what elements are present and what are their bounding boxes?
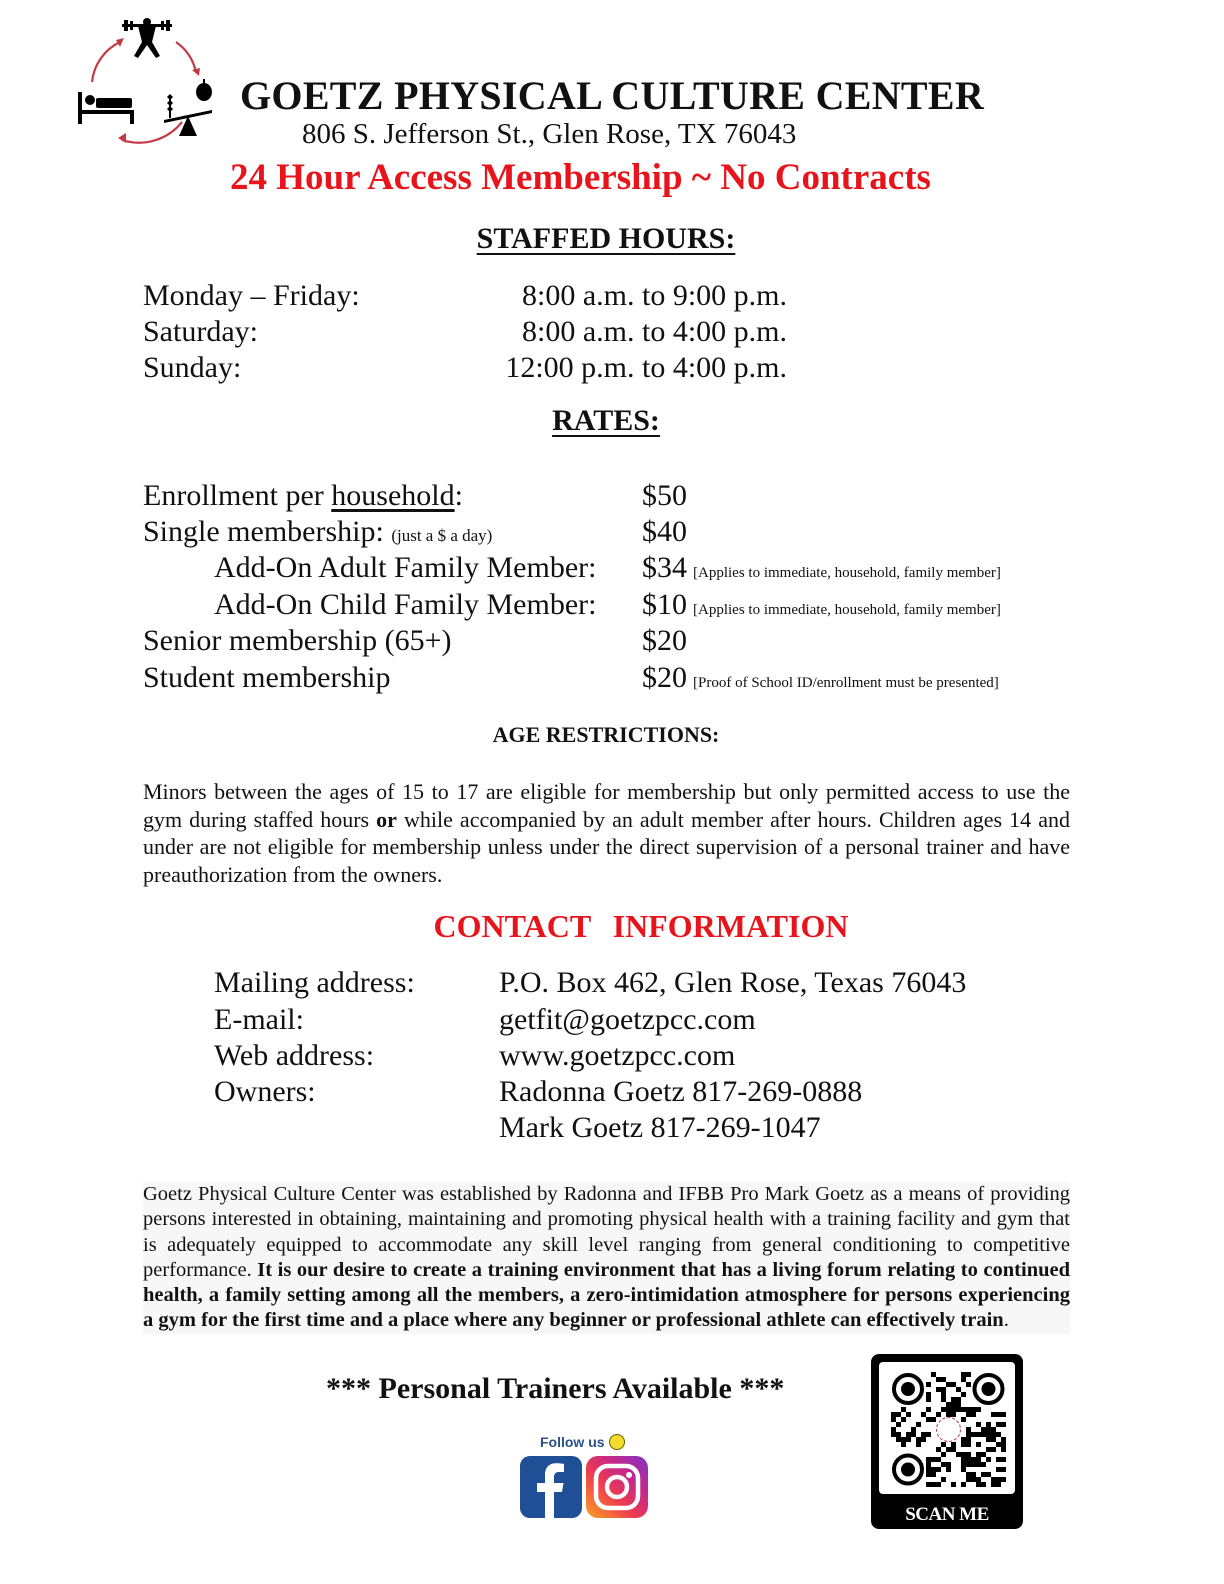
facebook-icon[interactable]: [520, 1456, 582, 1518]
contact-heading: CONTACT INFORMATION: [433, 908, 849, 944]
org-title: GOETZ PHYSICAL CULTURE CENTER: [240, 73, 985, 118]
rate-label: [143, 514, 492, 554]
about-text-bold: It is our desire to create a training environment that has a living forum relating to continued health, a family setting among all the members, a zero-intimidation atmosphere for persons experiencing a gym for the first time and a place where any beginner or professional athlete can effectively train: [143, 1258, 1070, 1332]
rate-price: $20: [642, 624, 687, 657]
rate-price: [642, 660, 999, 701]
rates-heading: RATES:: [552, 404, 660, 437]
follow-us-text: Follow us: [540, 1434, 605, 1450]
about-paragraph: [143, 1182, 1070, 1334]
hours-day: Sunday:: [143, 351, 242, 384]
rate-price: $40: [642, 515, 687, 548]
hours-day: Saturday:: [143, 315, 258, 348]
tagline: 24 Hour Access Membership ~ No Contracts: [230, 157, 931, 198]
weightlifter-icon: [122, 18, 172, 58]
hours-day: Monday – Friday:: [143, 279, 360, 312]
nutrition-balance-icon: [164, 79, 212, 136]
qr-pattern: [879, 1362, 1015, 1494]
rate-label: Student membership: [143, 661, 391, 694]
rate-note: [Applies to immediate, household, family member]: [693, 602, 1001, 618]
rate-price-value: $10: [642, 588, 687, 621]
contact-label: Owners:: [214, 1075, 316, 1108]
personal-trainers-banner: *** Personal Trainers Available ***: [326, 1372, 785, 1405]
instagram-icon[interactable]: [586, 1456, 648, 1518]
website-link[interactable]: www.goetzpcc.com: [499, 1039, 736, 1072]
smiley-icon: [609, 1434, 625, 1450]
bed-icon: [78, 92, 134, 124]
contact-label: Web address:: [214, 1039, 375, 1072]
hours-time: 12:00 p.m. to 4:00 p.m.: [505, 351, 787, 384]
rate-label: [143, 478, 463, 514]
rate-label-text: Enrollment per: [143, 479, 332, 512]
rate-label-aside: (just a $ a day): [391, 526, 493, 545]
owner-contact: Mark Goetz 817-269-1047: [499, 1111, 821, 1144]
cycle-arrows-icon: [92, 42, 196, 143]
age-restrictions-text: [143, 778, 1070, 888]
age-text-bold: or: [376, 806, 397, 832]
rate-note: [Proof of School ID/enrollment must be presented]: [693, 675, 999, 691]
rate-label-text: Single membership:: [143, 515, 384, 548]
rate-price: $50: [642, 479, 687, 512]
rate-label: Senior membership (65+): [143, 624, 452, 657]
contact-label: Mailing address:: [214, 966, 415, 999]
street-address: 806 S. Jefferson St., Glen Rose, TX 76043: [302, 118, 797, 150]
follow-us-block: [520, 1434, 660, 1518]
rate-price-value: $20: [642, 661, 687, 694]
rate-label: Add-On Child Family Member:: [214, 588, 597, 621]
rate-price-value: $34: [642, 551, 687, 584]
about-text: Goetz Physical Culture Center was established by Radonna and IFBB Pro Mark Goetz as a means of providing persons interested in obtaining, maintaining and promoting physical health with a training facility and gym that is adequately equipped to accommodate any skill level ranging from general conditioning to competitive performance.: [143, 1183, 1070, 1281]
rate-price: [642, 587, 1001, 628]
contact-label: E-mail:: [214, 1003, 304, 1036]
follow-us-label: [540, 1434, 660, 1450]
email-link[interactable]: getfit@goetzpcc.com: [499, 1003, 756, 1036]
logo: [72, 12, 222, 152]
age-text-part: Minors between the ages of 15 to 17 are eligible for membership but only permitted access to use the gym during staffed hours: [143, 779, 1070, 832]
qr-code[interactable]: [871, 1354, 1023, 1529]
staffed-hours-heading: STAFFED HOURS:: [476, 222, 736, 255]
hours-time: 8:00 a.m. to 9:00 p.m.: [522, 279, 787, 312]
rate-note: [Applies to immediate, household, family member]: [693, 565, 1001, 581]
scan-me-label: SCAN ME: [905, 1504, 989, 1525]
rate-label: Add-On Adult Family Member:: [214, 551, 597, 584]
age-restrictions-heading: AGE RESTRICTIONS:: [492, 722, 720, 747]
owner-contact: Radonna Goetz 817-269-0888: [499, 1075, 863, 1108]
about-text-end: .: [1003, 1309, 1009, 1332]
age-text-part: while accompanied by an adult member after hours. Children ages 14 and under are not eligible for membership unless under the direct supervision of a personal trainer and have preauthorization from the owners.: [143, 806, 1070, 887]
rate-label-underlined: household: [331, 479, 455, 512]
rate-price: [642, 550, 1001, 591]
mailing-address: P.O. Box 462, Glen Rose, Texas 76043: [499, 966, 967, 999]
hours-time: 8:00 a.m. to 4:00 p.m.: [522, 315, 787, 348]
rate-label-colon: :: [454, 479, 463, 512]
